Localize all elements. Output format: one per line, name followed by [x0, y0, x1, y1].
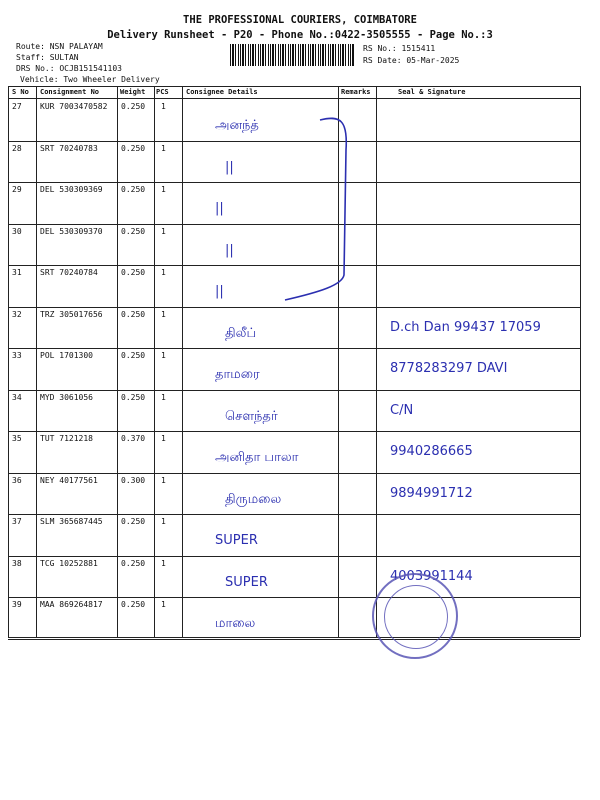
row-sno: 28: [12, 143, 22, 153]
col-consignment: Consignment No: [40, 88, 100, 96]
row-consignment: NEY 40177561: [40, 475, 98, 485]
col-pcs: PCS: [156, 88, 169, 96]
row-pcs: 1: [161, 102, 166, 111]
row-weight: 0.250: [121, 351, 146, 360]
row-consignment: MAA 869264817: [40, 600, 103, 609]
row-divider: [8, 514, 580, 515]
vehicle-label: Vehicle: Two Wheeler Delivery: [20, 75, 160, 84]
company-stamp-faded: [375, 116, 544, 244]
col-signature: Seal & Signature: [398, 88, 466, 96]
row-sno: 34: [12, 392, 22, 402]
row-pcs: 1: [161, 558, 166, 568]
row-sno: 38: [12, 558, 22, 568]
consignee-handwriting: சௌந்தர்: [225, 408, 278, 424]
row-sno: 35: [12, 434, 22, 443]
signature-handwriting: 8778283297 DAVI: [390, 361, 508, 376]
row-pcs: 1: [161, 475, 166, 485]
row-pcs: 1: [161, 143, 166, 153]
row-divider: [8, 639, 580, 640]
row-sno: 33: [12, 351, 22, 360]
col-weight: Weight: [120, 88, 146, 96]
row-pcs: 1: [161, 392, 166, 402]
consignee-handwriting: அனிதா பாலா: [215, 450, 299, 465]
row-pcs: 1: [161, 185, 166, 194]
row-weight: 0.250: [121, 226, 146, 236]
row-consignment: POL 1701300: [40, 351, 93, 360]
col-remarks: Remarks: [341, 88, 371, 96]
rs-date: RS Date: 05-Mar-2025: [363, 56, 460, 65]
row-sno: 29: [12, 185, 22, 194]
row-divider: [8, 556, 580, 557]
row-consignment: SRT 70240783: [40, 143, 98, 153]
row-consignment: TRZ 305017656: [40, 309, 103, 319]
row-consignment: SLM 365687445: [40, 517, 103, 526]
company-title: THE PROFESSIONAL COURIERS, COIMBATORE: [183, 14, 417, 26]
barcode: [230, 44, 355, 66]
consignee-handwriting: அனந்த்: [215, 118, 259, 133]
row-weight: 0.250: [121, 102, 146, 111]
row-sno: 27: [12, 102, 22, 111]
row-divider: [8, 390, 580, 391]
consignee-handwriting: தாமரை: [215, 367, 260, 382]
consignee-handwriting: திருமலை: [225, 491, 282, 507]
row-weight: 0.250: [121, 600, 146, 609]
row-divider: [8, 431, 580, 432]
row-consignment: DEL 530309370: [40, 226, 103, 236]
row-consignment: MYD 3061056: [40, 392, 93, 402]
row-weight: 0.250: [121, 143, 146, 153]
row-pcs: 1: [161, 309, 166, 319]
row-sno: 39: [12, 600, 22, 609]
consignee-handwriting: ||: [225, 159, 234, 175]
col-consignee: Consignee Details: [186, 88, 258, 96]
consignee-handwriting: மாலை: [215, 616, 256, 631]
rs-number: RS No.: 1515411: [363, 44, 436, 53]
row-consignment: SRT 70240784: [40, 268, 98, 277]
consignee-handwriting: SUPER: [215, 533, 258, 548]
row-weight: 0.250: [121, 185, 146, 194]
signature-handwriting: 9940286665: [390, 444, 473, 459]
ditto-bracket: [280, 110, 360, 310]
row-divider: [8, 473, 580, 474]
consignee-handwriting: ||: [215, 284, 224, 299]
row-consignment: DEL 530309369: [40, 185, 103, 194]
row-consignment: TCG 10252881: [40, 558, 98, 568]
row-weight: 0.250: [121, 392, 146, 402]
row-divider: [8, 348, 580, 349]
row-sno: 30: [12, 226, 22, 236]
staff-label: Staff: SULTAN: [16, 53, 79, 62]
row-sno: 37: [12, 517, 22, 526]
runsheet-title: Delivery Runsheet - P20 - Phone No.:0422-3505555 - Page No.:3: [107, 29, 493, 41]
consignee-handwriting: ||: [215, 201, 224, 216]
row-weight: 0.250: [121, 558, 146, 568]
signature-handwriting: 9894991712: [390, 485, 473, 501]
consignee-handwriting: திலீப்: [225, 325, 257, 341]
row-pcs: 1: [161, 226, 166, 236]
signature-handwriting: C/N: [390, 402, 414, 418]
row-sno: 32: [12, 309, 22, 319]
row-divider: [8, 597, 580, 598]
row-pcs: 1: [161, 351, 166, 360]
consignee-handwriting: ||: [225, 242, 234, 258]
row-consignment: KUR 7003470582: [40, 102, 108, 111]
row-weight: 0.250: [121, 517, 146, 526]
row-pcs: 1: [161, 434, 166, 443]
row-weight: 0.250: [121, 309, 146, 319]
row-consignment: TUT 7121218: [40, 434, 93, 443]
row-pcs: 1: [161, 600, 166, 609]
col-sno: S No: [12, 88, 29, 96]
row-weight: 0.370: [121, 434, 146, 443]
route-label: Route: NSN PALAYAM: [16, 42, 103, 51]
row-sno: 36: [12, 475, 22, 485]
row-sno: 31: [12, 268, 22, 277]
row-pcs: 1: [161, 268, 166, 277]
courier-seal: [372, 573, 458, 659]
signature-handwriting: 4003991144: [390, 568, 473, 584]
drs-number: DRS No.: OCJB151541103: [16, 64, 122, 73]
consignee-handwriting: SUPER: [225, 574, 268, 590]
row-pcs: 1: [161, 517, 166, 526]
signature-handwriting: D.ch Dan 99437 17059: [390, 319, 541, 335]
row-weight: 0.300: [121, 475, 146, 485]
row-weight: 0.250: [121, 268, 146, 277]
